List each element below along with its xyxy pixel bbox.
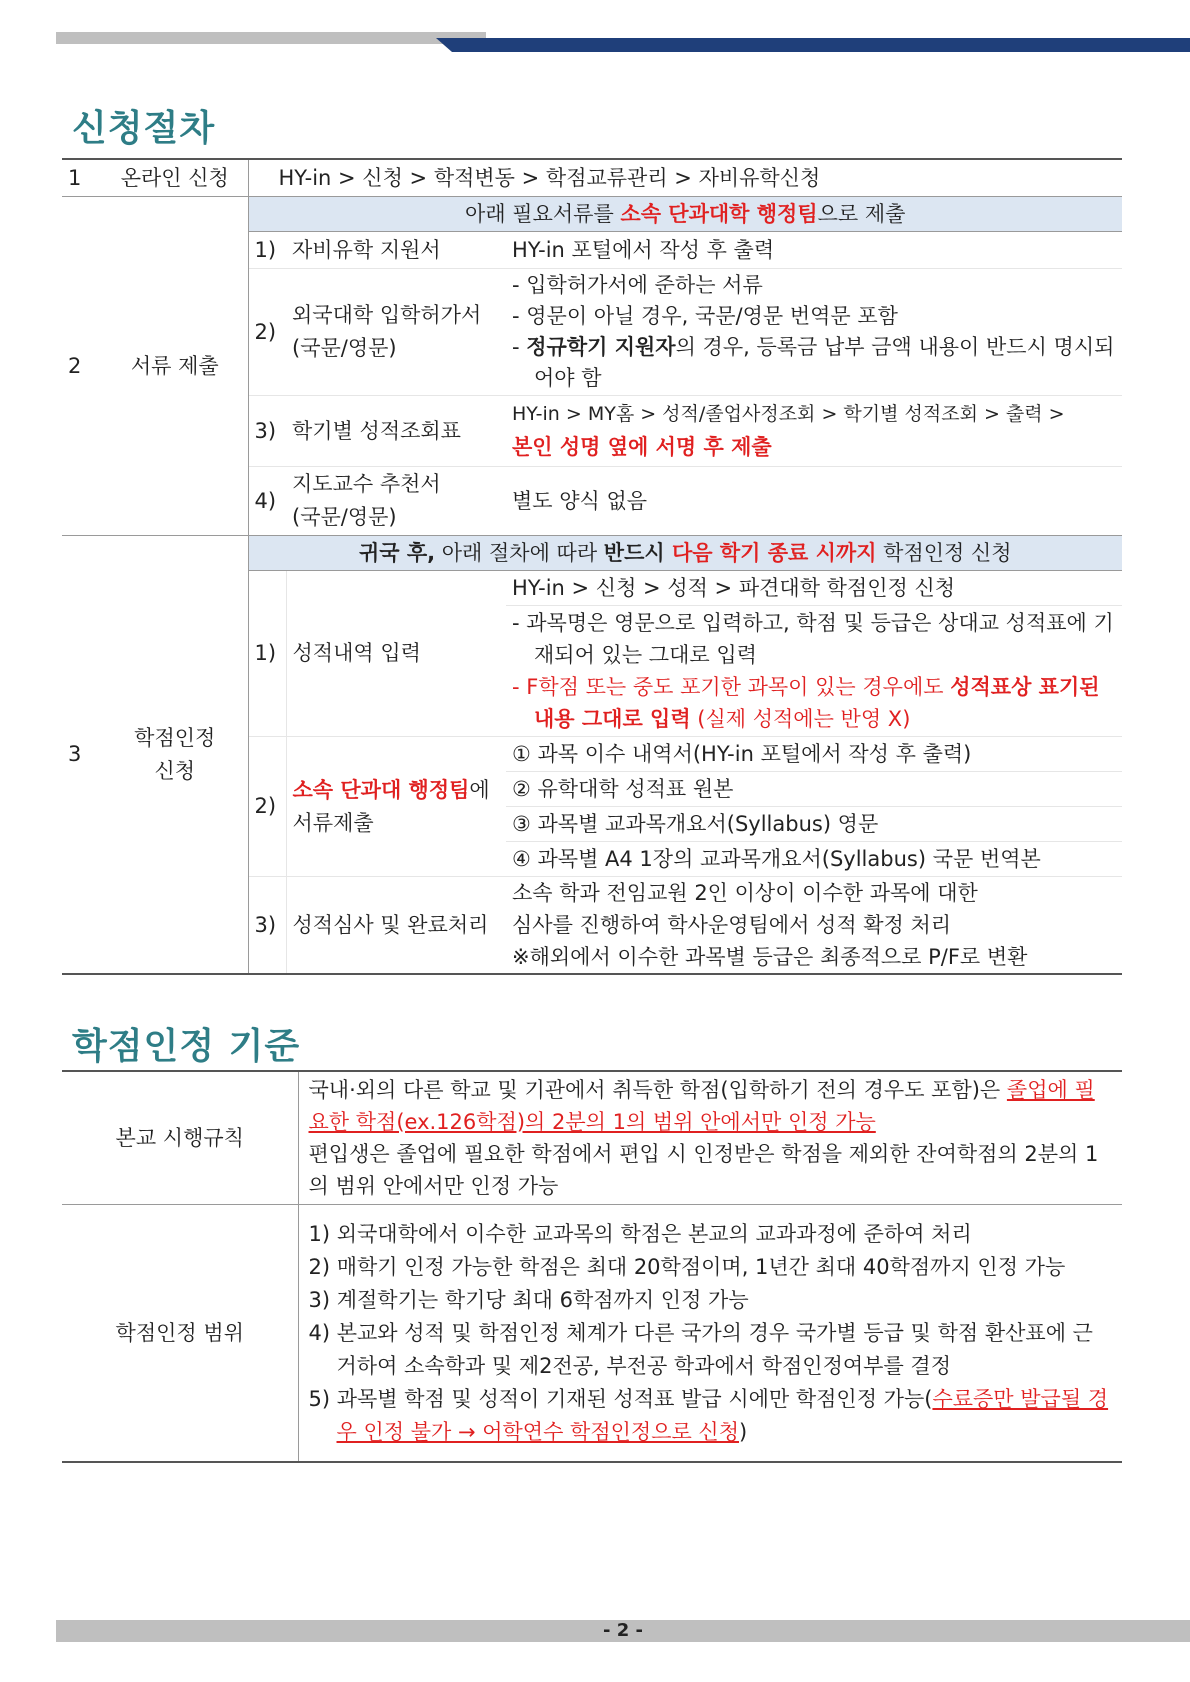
criteria-content <box>298 1071 1122 1205</box>
desc-red-bold: 성적표상 표기된 내용 그대로 입력 <box>534 675 1100 731</box>
scope-item: 3) 계절학기는 학기당 최대 6학점까지 인정 가능 <box>308 1287 749 1312</box>
desc-line <box>512 671 1116 735</box>
item-desc <box>506 877 1122 975</box>
desc-line: - 영문이 아닐 경우, 국문/영문 번역문 포함 <box>512 304 898 328</box>
online-path: HY-in > 신청 > 학적변동 > 학점교류관리 > 자비유학신청 <box>248 159 1122 197</box>
item-name <box>286 269 506 396</box>
item-name <box>286 737 506 877</box>
row-number: 1 <box>62 159 102 197</box>
item-desc: 별도 양식 없음 <box>506 467 1122 536</box>
procedure-table <box>62 158 1122 975</box>
header-red-text: 소속 단과대학 행정팀 <box>620 201 818 226</box>
desc-line: HY-in > MY홈 > 성적/졸업사정조회 > 학기별 성적조회 > 출력 > <box>512 402 1065 425</box>
criteria-table <box>62 1070 1122 1463</box>
scope-item <box>309 1383 1113 1449</box>
item-name: 자비유학 지원서 <box>286 232 506 269</box>
header-text: 학점인정 신청 <box>876 540 1012 565</box>
scope-item: 4) 본교와 성적 및 학점인정 체계가 다른 국가의 경우 국가별 등급 및 학점 환산표에 근거하여 소속학과 및 제2전공, 부전공 학과에서 학점인정여부를 결정 <box>308 1320 1093 1378</box>
item-desc <box>506 269 1122 396</box>
section-title-procedure: 신청절차 <box>72 108 216 149</box>
scope-item: 2) 매학기 인정 가능한 학점은 최대 20학점이며, 1년간 최대 40학점까지 인정 가능 <box>308 1254 1066 1279</box>
section-title-criteria: 학점인정 기준 <box>72 1026 301 1067</box>
table-row <box>62 197 1122 232</box>
desc-red-line: 본인 성명 옆에 서명 후 제출 <box>512 434 772 459</box>
desc-red-text: (실제 성적에는 반영 X) <box>690 707 911 731</box>
item-name-red: 소속 단과대 행정팀 <box>292 777 470 802</box>
item-name <box>286 467 506 536</box>
table-row <box>62 536 1122 571</box>
desc-text: 의 경우, 등록금 납부 금액 내용이 반드시 명시되어야 함 <box>534 335 1115 390</box>
page-number: - 2 - <box>56 1620 1190 1642</box>
row-label: 서류 제출 <box>102 197 248 536</box>
docs-header <box>248 197 1122 232</box>
item-no: 2) <box>248 737 286 877</box>
item-no: 2) <box>248 269 286 396</box>
desc-line <box>512 332 1116 394</box>
row-label-line: 학점인정 <box>134 725 216 750</box>
header-text: 으로 제출 <box>817 201 906 226</box>
item-name-line: 외국대학 입학허가서 <box>292 303 482 327</box>
desc-prefix: - <box>512 335 527 359</box>
item-no: 3) <box>248 396 286 467</box>
header-bold: 귀국 후, <box>358 540 436 565</box>
desc-red-text: - F학점 또는 중도 포기한 과목이 있는 경우에도 <box>512 675 951 699</box>
item-name-line: 지도교수 추천서 <box>292 472 441 496</box>
item-name-text: 에 <box>469 777 490 802</box>
header-stripe <box>56 30 1190 54</box>
desc-line: - 입학허가서에 준하는 서류 <box>512 273 763 297</box>
item-desc <box>506 606 1122 737</box>
header-bold: 반드시 <box>603 540 672 565</box>
row-number: 2 <box>62 197 102 536</box>
criteria-label: 학점인정 범위 <box>62 1205 298 1463</box>
rule-text: 국내·외의 다른 학교 및 기관에서 취득한 학점(입학하기 전의 경우도 포함)은 <box>308 1078 1007 1102</box>
scope-text: ) <box>739 1419 748 1444</box>
doc-item: ③ 과목별 교과목개요서(Syllabus) 영문 <box>506 807 1122 842</box>
credit-header <box>248 536 1122 571</box>
header-decoration <box>56 30 1190 54</box>
rule-text: 편입생은 졸업에 필요한 학점에서 편입 시 인정받은 학점을 제외한 잔여학점의 2분의 1의 범위 안에서만 인정 가능 <box>308 1142 1099 1198</box>
item-no: 4) <box>248 467 286 536</box>
doc-item: ① 과목 이수 내역서(HY-in 포털에서 작성 후 출력) <box>506 737 1122 772</box>
table-row <box>62 159 1122 197</box>
rule-red-text: 졸업에 필요한 학점(ex.126학점)의 2분의 1의 범위 안에서만 인정 가능 <box>308 1078 1095 1134</box>
item-name-line: (국문/영문) <box>292 505 397 529</box>
criteria-content <box>298 1205 1122 1463</box>
row-label: 온라인 신청 <box>102 159 248 197</box>
table-row <box>62 1071 1122 1205</box>
header-text: 아래 절차에 따라 <box>435 540 604 565</box>
desc-line: - 과목명은 영문으로 입력하고, 학점 및 등급은 상대교 성적표에 기재되어 있는 그대로 입력 <box>512 611 1114 667</box>
item-no: 3) <box>248 877 286 975</box>
scope-red-text: 수료증만 발급될 경우 인정 불가 → 어학연수 학점인정으로 신청 <box>336 1386 1109 1444</box>
item-name: 성적내역 입력 <box>286 571 506 737</box>
desc-bold: 정규학기 지원자 <box>526 335 676 359</box>
header-red-text: 다음 학기 종료 시까지 <box>671 540 877 565</box>
item-desc <box>506 396 1122 467</box>
item-name-line: (국문/영문) <box>292 336 397 360</box>
table-row <box>62 1205 1122 1463</box>
item-name-line: 서류제출 <box>292 810 374 835</box>
item-no: 1) <box>248 571 286 737</box>
criteria-label: 본교 시행규칙 <box>62 1071 298 1205</box>
item-no: 1) <box>248 232 286 269</box>
item-path: HY-in > 신청 > 성적 > 파견대학 학점인정 신청 <box>506 571 1122 606</box>
row-label-line: 신청 <box>154 758 196 783</box>
item-name: 성적심사 및 완료처리 <box>292 912 489 937</box>
row-label <box>102 536 248 975</box>
doc-item: ④ 과목별 A4 1장의 교과목개요서(Syllabus) 국문 번역본 <box>506 842 1122 877</box>
item-desc: HY-in 포털에서 작성 후 출력 <box>506 232 1122 269</box>
doc-item: ② 유학대학 성적표 원본 <box>506 772 1122 807</box>
row-number: 3 <box>62 536 102 975</box>
desc-line: ※해외에서 이수한 과목별 등급은 최종적으로 P/F로 변환 <box>512 945 1028 969</box>
item-name: 학기별 성적조회표 <box>286 396 506 467</box>
desc-line: 소속 학과 전임교원 2인 이상이 이수한 과목에 대한 <box>512 881 978 905</box>
scope-text: 5) 과목별 학점 및 성적이 기재된 성적표 발급 시에만 학점인정 가능( <box>308 1386 933 1411</box>
header-text: 아래 필요서류를 <box>465 201 621 226</box>
desc-line: 심사를 진행하여 학사운영팀에서 성적 확정 처리 <box>512 913 952 937</box>
scope-item: 1) 외국대학에서 이수한 교과목의 학점은 본교의 교과과정에 준하여 처리 <box>308 1221 972 1246</box>
